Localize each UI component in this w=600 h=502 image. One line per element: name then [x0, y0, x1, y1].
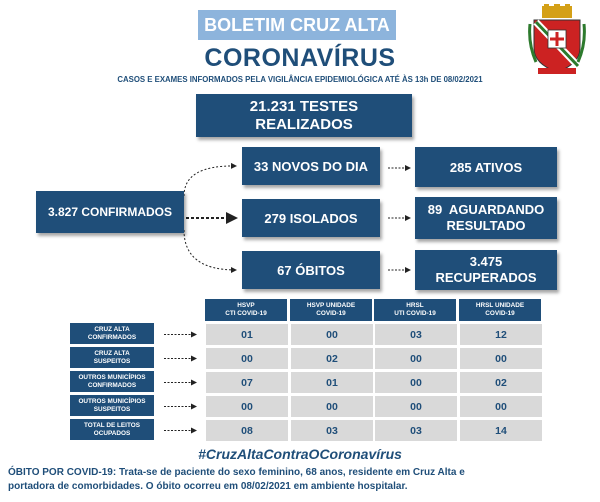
table-row-label-text: CRUZ ALTA: [94, 325, 130, 333]
recovered-label: RECUPERADOS: [435, 270, 537, 285]
table-row-label-text: SUSPEITOS: [93, 405, 131, 413]
table-column-header-text: HRSL UNIDADE: [475, 301, 525, 309]
table-row-label: [70, 347, 154, 368]
table-column-header-text: COVID-19: [485, 310, 515, 317]
confirmed-box: 3.827 CONFIRMADOS: [36, 191, 184, 233]
table-cell: 08: [205, 419, 289, 442]
arrow-to-deaths: [184, 230, 236, 270]
table-cell: 00: [205, 395, 289, 418]
arrow-to-new-day: [184, 166, 236, 196]
isolated-box: 279 ISOLADOS: [242, 199, 380, 237]
table-column-header-text: UTI COVID-19: [394, 310, 436, 317]
deaths-box: 67 ÓBITOS: [242, 251, 380, 289]
hashtag: #CruzAltaContraOCoronavírus: [198, 446, 402, 462]
table-column-header-text: CTI COVID-19: [225, 310, 267, 317]
table-cell: 00: [290, 395, 374, 418]
table-cell: 00: [374, 347, 458, 370]
table-cell: 12: [459, 323, 543, 346]
table-row-label-text: CONFIRMADOS: [87, 333, 137, 341]
table-row-label-text: OUTROS MUNICÍPIOS: [78, 397, 146, 405]
table-cell: 14: [459, 419, 543, 442]
active-box: 285 ATIVOS: [415, 147, 557, 187]
table-row-label-text: CRUZ ALTA: [94, 349, 130, 357]
table-row-label: [70, 323, 154, 344]
table-cell: 07: [205, 371, 289, 394]
table-column-header: [374, 299, 456, 321]
table-column-header-text: HRSL: [406, 301, 424, 309]
tests-count: 21.231 TESTES: [249, 97, 359, 115]
table-column-header-text: HSVP UNIDADE: [306, 301, 356, 309]
table-cell: 00: [374, 395, 458, 418]
table-cell: 01: [290, 371, 374, 394]
table-cell: 03: [290, 419, 374, 442]
table-cell: 00: [459, 347, 543, 370]
table-row-label-text: CONFIRMADOS: [87, 381, 137, 389]
table-cell: 00: [374, 371, 458, 394]
table-row-label-text: OUTROS MUNICÍPIOS: [78, 373, 146, 381]
death-note-line: portadora de comorbidades. O óbito ocorreu em 08/02/2021 em ambiente hospitalar.: [8, 481, 408, 492]
table-cell: 01: [205, 323, 289, 346]
table-cell: 03: [374, 419, 458, 442]
table-row-label: [70, 371, 154, 392]
table-row-label: [70, 419, 154, 440]
subtitle: CASOS E EXAMES INFORMADOS PELA VIGILÂNCIA EPIDEMIOLÓGICA ATÉ ÀS 13h DE 08/02/2021: [117, 75, 483, 84]
table-cell: 00: [459, 395, 543, 418]
table-cell: 00: [205, 347, 289, 370]
new-today-box: 33 NOVOS DO DIA: [242, 147, 380, 185]
awaiting-label: RESULTADO: [446, 218, 526, 233]
table-row-label-text: OCUPADOS: [93, 429, 131, 437]
recovered-box: [415, 250, 557, 290]
awaiting-result-box: [415, 197, 557, 239]
table-column-header: [205, 299, 287, 321]
table-row-label-text: SUSPEITOS: [93, 357, 131, 365]
table-column-header-text: COVID-19: [316, 310, 346, 317]
table-row-label-text: TOTAL DE LEITOS: [84, 421, 140, 429]
bulletin-title: BOLETIM CRUZ ALTA: [198, 10, 396, 40]
main-title: CORONAVÍRUS: [204, 44, 396, 72]
table-column-header-text: HSVP: [237, 301, 255, 309]
tests-label: REALIZADOS: [255, 115, 353, 133]
table-cell: 00: [290, 323, 374, 346]
table-column-header: [459, 299, 541, 321]
table-column-header: [290, 299, 372, 321]
death-note: [8, 466, 596, 494]
recovered-count: 3.475: [469, 254, 503, 269]
awaiting-count: 89 AGUARDANDO: [427, 202, 545, 217]
table-row-label: [70, 395, 154, 416]
table-cell: 02: [459, 371, 543, 394]
table-cell: 03: [374, 323, 458, 346]
table-cell: 02: [290, 347, 374, 370]
death-note-line: ÓBITO POR COVID-19: Trata-se de paciente do sexo feminino, 68 anos, residente em Cruz Alta e: [8, 467, 465, 478]
